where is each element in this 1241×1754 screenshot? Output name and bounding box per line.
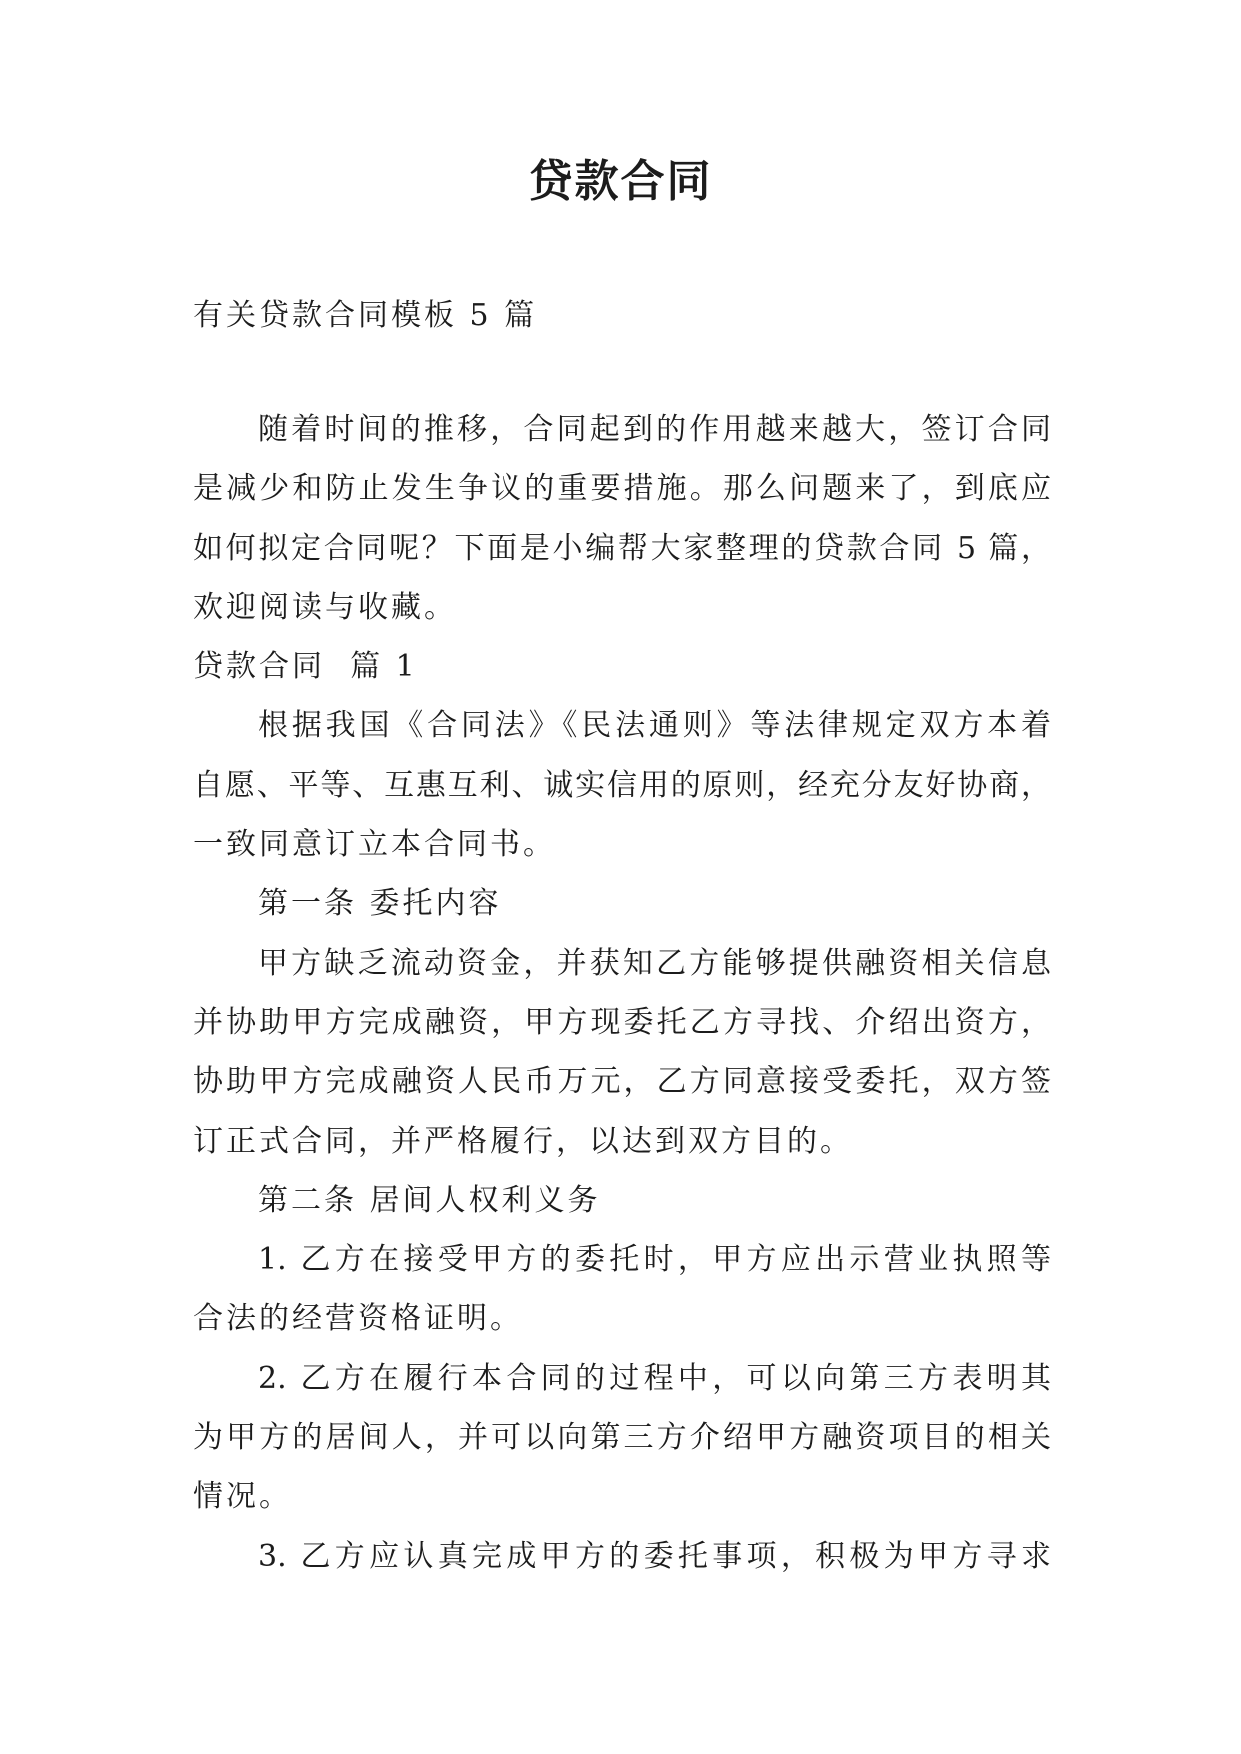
page-title: 贷款合同	[528, 156, 713, 207]
document-subtitle: 有关贷款合同模板 5 篇	[193, 298, 538, 333]
clause-line: 情况。	[193, 1479, 292, 1515]
clause-line: 为甲方的居间人，并可以向第三方介绍甲方融资项目的相关	[193, 1420, 1051, 1456]
article-heading: 第二条 居间人权利义务	[258, 1182, 601, 1218]
intro-line: 欢迎阅读与收藏。	[193, 589, 457, 625]
clause-line: 3. 乙方应认真完成甲方的委托事项，积极为甲方寻求	[258, 1538, 1051, 1574]
intro-line: 是减少和防止发生争议的重要措施。那么问题来了，到底应	[193, 471, 1051, 507]
article-line: 甲方缺乏流动资金，并获知乙方能够提供融资相关信息	[258, 945, 1051, 981]
preamble-line: 自愿、平等、互惠互利、诚实信用的原则，经充分友好协商，	[193, 767, 1051, 803]
article-line: 协助甲方完成融资人民币万元，乙方同意接受委托，双方签	[193, 1064, 1051, 1100]
clause-line: 2. 乙方在履行本合同的过程中，可以向第三方表明其	[258, 1360, 1051, 1396]
article-heading: 第一条 委托内容	[258, 886, 502, 922]
article-line: 订正式合同，并严格履行，以达到双方目的。	[193, 1123, 853, 1159]
preamble-line: 一致同意订立本合同书。	[193, 827, 556, 863]
clause-line: 1. 乙方在接受甲方的委托时，甲方应出示营业执照等	[258, 1242, 1051, 1278]
document-body	[193, 400, 1051, 1586]
intro-line: 如何拟定合同呢？下面是小编帮大家整理的贷款合同 5 篇，	[193, 530, 1051, 566]
section-title: 贷款合同 篇 1	[193, 649, 418, 685]
intro-line: 随着时间的推移，合同起到的作用越来越大，签订合同	[258, 412, 1051, 447]
clause-line: 合法的经营资格证明。	[193, 1301, 523, 1337]
preamble-line: 根据我国《合同法》《民法通则》等法律规定双方本着	[258, 708, 1051, 744]
article-line: 并协助甲方完成融资，甲方现委托乙方寻找、介绍出资方，	[193, 1004, 1051, 1040]
